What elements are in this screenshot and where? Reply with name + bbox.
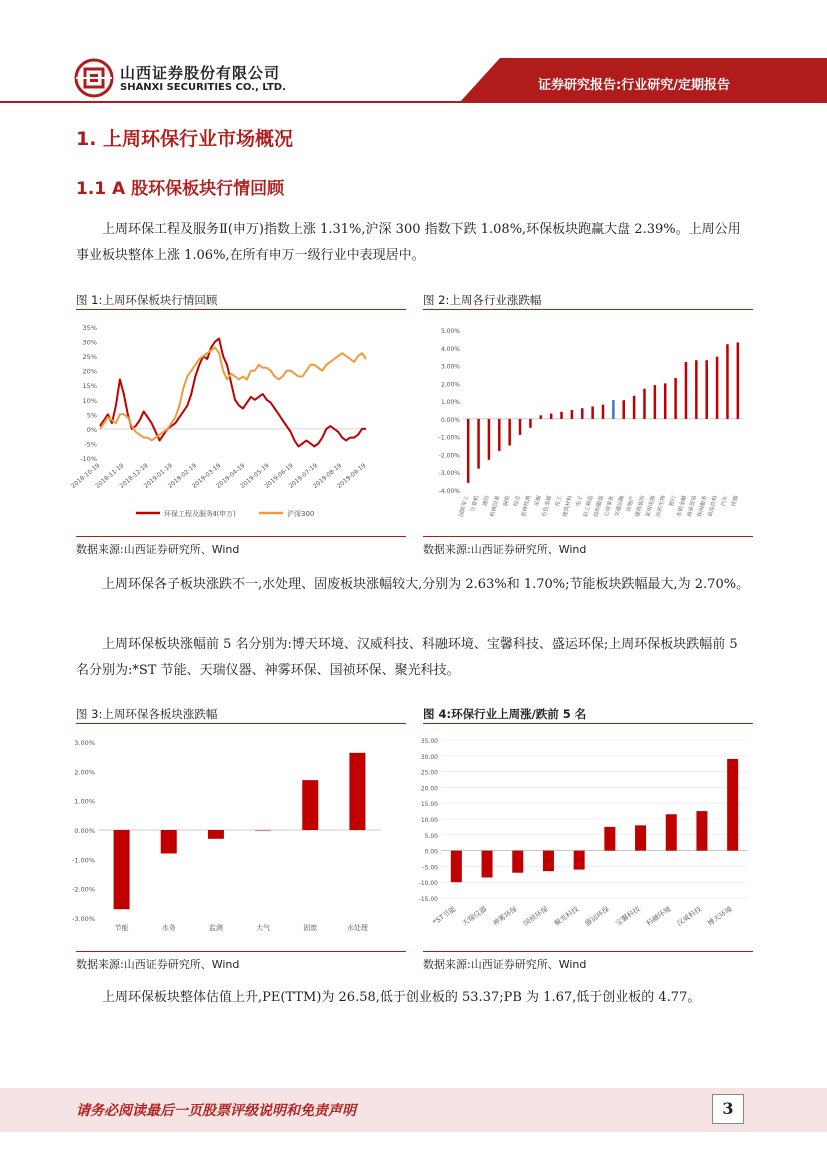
section-1-1-title: 1.1 A 股环保板块行情回顾 <box>76 179 285 199</box>
figure-2-bar-chart <box>423 318 753 528</box>
bar <box>696 811 707 851</box>
bar <box>498 419 501 451</box>
legend-label-2: 沪深300 <box>287 510 315 518</box>
paragraph-3: 上周环保板块涨幅前 5 名分别为:博天环境、汉威科技、科融环境、宝馨科技、盛运环保;上周环保板块跌幅前 5 名分别为:*ST 节能、天瑞仪器、神雾环保、国祯环保、聚光科技。 <box>76 637 738 678</box>
bar <box>114 830 130 909</box>
y-tick-label: -10% <box>80 455 97 463</box>
y-tick-label: 2.00% <box>74 768 95 777</box>
report-type: 证券研究报告:行业研究/定期报告 <box>538 78 730 93</box>
y-tick-label: 3.00% <box>440 363 460 371</box>
figure-3-caption: 图 3:上周环保各板块涨跌幅 <box>76 707 218 721</box>
bar <box>643 389 646 419</box>
y-tick-label: 5.00% <box>440 328 460 335</box>
bar <box>477 419 480 469</box>
x-tick-label: 2018-10-19 <box>70 462 102 490</box>
y-tick-label: 1.00% <box>440 399 460 407</box>
source-rule <box>76 951 406 952</box>
x-tick-label: 家用电器 <box>645 494 657 518</box>
x-tick-label: 科融环境 <box>644 905 673 928</box>
footer-disclaimer: 请务必阅读最后一页股票评级说明和免责声明 <box>76 1103 356 1119</box>
figure-4-source: 数据来源:山西证券研究所、Wind <box>423 958 587 971</box>
figure-3-bar-chart <box>72 730 406 945</box>
x-tick-label: 2019-06-19 <box>263 462 295 490</box>
bar <box>726 344 729 419</box>
x-tick-label: 水处理 <box>346 924 368 932</box>
x-tick-label: 神雾环保 <box>491 905 519 928</box>
y-tick-label: 25% <box>82 353 97 362</box>
x-tick-label: 汉威科技 <box>675 905 704 928</box>
x-tick-label: 聚光科技 <box>552 905 581 928</box>
x-tick-label: 大气 <box>256 924 271 932</box>
legend-label-1: 环保工程及服务Ⅱ(申万) <box>164 510 236 518</box>
y-tick-label: 0.00 <box>424 848 438 856</box>
bar <box>208 830 224 839</box>
x-tick-label: 综合 <box>513 494 522 508</box>
bar <box>604 827 615 851</box>
figure-1-line-chart <box>70 315 404 525</box>
y-tick-label: 1.00% <box>74 797 95 806</box>
bar <box>633 396 636 419</box>
x-tick-label: 2019-05-19 <box>239 462 271 490</box>
y-tick-label: 35.00 <box>420 738 438 745</box>
source-rule <box>423 536 753 537</box>
figure-2-source: 数据来源:山西证券研究所、Wind <box>423 543 587 556</box>
x-tick-label: 汽车 <box>720 494 730 508</box>
y-tick-label: 30.00 <box>420 753 438 761</box>
y-tick-label: -4.00% <box>438 488 460 495</box>
bar <box>716 357 719 419</box>
y-tick-label: -2.00% <box>438 452 460 460</box>
figure-1-source: 数据来源:山西证券研究所、Wind <box>76 543 240 556</box>
company-name-en: SHANXI SECURITIES CO., LTD. <box>120 82 286 93</box>
x-tick-label: 盛运环保 <box>583 905 611 928</box>
source-rule <box>76 536 406 537</box>
bar <box>255 830 271 831</box>
y-tick-label: 2.00% <box>440 381 460 389</box>
x-tick-label: 2019-09-19 <box>336 462 368 490</box>
y-tick-label: 3.00% <box>74 739 95 747</box>
header <box>0 0 827 105</box>
paragraph-1: 上周环保工程及服务Ⅱ(申万)指数上涨 1.31%,沪深 300 指数下跌 1.08%,环保板块跑赢大盘 2.39%。上周公用事业板块整体上涨 1.06%,在所有申万一级行业中表现居中。 <box>76 222 741 263</box>
bar <box>488 419 491 460</box>
bar <box>467 419 470 483</box>
x-tick-label: 2019-04-19 <box>215 462 247 490</box>
x-tick-label: 非银金融 <box>676 494 688 518</box>
bar <box>602 405 605 419</box>
y-tick-label: 35% <box>82 324 97 332</box>
x-tick-label: 固废 <box>303 924 318 932</box>
y-tick-label: 4.00% <box>440 345 460 353</box>
bar <box>482 851 493 878</box>
x-tick-label: 有色金属 <box>541 494 554 518</box>
figure-4-caption: 图 4:环保行业上周涨/跌前 5 名 <box>423 707 587 721</box>
y-tick-label: 10.00 <box>420 817 438 824</box>
x-tick-label: 商业贸易 <box>686 494 699 518</box>
y-tick-label: -10.00 <box>418 880 438 888</box>
y-tick-label: 15.00 <box>420 801 438 809</box>
y-tick-label: -5.00 <box>422 864 438 872</box>
y-tick-label: 5% <box>86 411 97 420</box>
bar <box>519 419 522 435</box>
bar <box>529 419 532 428</box>
x-tick-label: 纺织服装 <box>593 494 605 518</box>
bar <box>727 759 738 851</box>
y-tick-label: 0.00% <box>440 416 460 424</box>
bar <box>543 851 554 872</box>
x-tick-label: 公用事业 <box>603 494 616 518</box>
y-tick-label: -15.00 <box>418 896 438 903</box>
paragraph-2: 上周环保各子板块涨跌不一,水处理、固废板块涨幅较大,分别为 2.63%和 1.70%;节能板块跌幅最大,为 2.70%。 <box>102 577 750 592</box>
x-tick-label: 农林牧渔 <box>520 494 533 518</box>
x-tick-label: 水务 <box>161 924 176 932</box>
bar <box>635 825 646 850</box>
series-line-1 <box>100 339 366 447</box>
x-tick-label: 房地产 <box>625 494 637 513</box>
x-tick-label: 采掘 <box>534 494 543 508</box>
bar <box>695 360 698 419</box>
x-tick-label: 2019-02-19 <box>166 462 199 490</box>
bar <box>591 406 594 418</box>
source-rule <box>423 951 753 952</box>
bar <box>451 851 462 883</box>
x-tick-label: 建筑材料 <box>562 494 574 518</box>
bar <box>550 414 553 419</box>
bar <box>612 400 615 419</box>
bar <box>737 342 740 418</box>
bar <box>705 360 708 419</box>
x-tick-label: 建筑装饰 <box>634 494 647 518</box>
y-tick-label: 20% <box>82 367 97 376</box>
bar <box>581 408 584 419</box>
x-tick-label: 2018-12-19 <box>118 462 150 490</box>
x-tick-label: 银行 <box>668 494 678 508</box>
y-tick-label: -3.00% <box>438 470 460 478</box>
x-tick-label: 博天环境 <box>706 905 734 928</box>
x-tick-label: 医药生物 <box>655 494 668 518</box>
bar <box>674 378 677 419</box>
x-tick-label: 节能 <box>114 924 129 932</box>
bar <box>540 415 543 419</box>
caption-rule <box>423 309 753 310</box>
bar <box>666 814 677 850</box>
bar <box>560 412 563 419</box>
x-tick-label: *ST节能 <box>431 905 458 927</box>
y-tick-label: 20.00 <box>420 785 438 793</box>
x-tick-label: 2019-07-19 <box>287 462 319 490</box>
x-tick-label: 休闲服务 <box>697 494 709 518</box>
bar <box>508 419 511 446</box>
company-name-cn: 山西证券股份有限公司 <box>120 64 281 82</box>
caption-rule <box>423 723 753 724</box>
bar <box>685 362 688 419</box>
y-tick-label: -1.00% <box>438 434 460 442</box>
y-tick-label: 30% <box>82 338 97 347</box>
bar <box>512 851 523 873</box>
x-tick-label: 天瑞仪器 <box>460 905 489 928</box>
x-tick-label: 国防军工 <box>458 494 471 518</box>
x-tick-label: 交通运输 <box>614 494 626 518</box>
x-tick-label: 2019-03-19 <box>190 462 223 490</box>
x-tick-label: 监测 <box>208 924 223 932</box>
x-tick-label: 钢铁 <box>502 494 512 508</box>
bar <box>654 385 657 419</box>
figure-1-caption: 图 1:上周环保板块行情回顾 <box>76 293 218 307</box>
caption-rule <box>76 723 406 724</box>
x-tick-label: 电子 <box>575 494 585 508</box>
y-tick-label: 0.00% <box>74 827 95 835</box>
y-tick-label: -2.00% <box>72 885 95 894</box>
y-tick-label: 10% <box>82 396 97 405</box>
x-tick-label: 通信 <box>482 494 491 508</box>
x-tick-label: 机械设备 <box>489 494 502 518</box>
figure-3-source: 数据来源:山西证券研究所、Wind <box>76 958 240 971</box>
y-tick-label: 25.00 <box>420 769 438 777</box>
bar <box>161 830 177 853</box>
y-tick-label: 5.00 <box>424 832 438 840</box>
x-tick-label: 国祯环保 <box>522 905 550 928</box>
bar <box>664 383 667 419</box>
bar <box>302 780 318 830</box>
x-tick-label: 化工 <box>554 494 564 508</box>
company-logo-icon <box>74 58 114 98</box>
y-tick-label: 0% <box>86 425 97 434</box>
bar <box>349 753 365 830</box>
x-tick-label: 食品饮料 <box>707 494 720 518</box>
figure-4-bar-chart <box>418 730 753 945</box>
x-tick-label: 2019-08-19 <box>311 462 344 490</box>
y-tick-label: 15% <box>82 382 97 391</box>
y-tick-label: -5% <box>84 440 97 449</box>
x-tick-label: 传媒 <box>731 494 740 508</box>
section-1-title: 1. 上周环保行业市场概况 <box>76 128 294 150</box>
x-tick-label: 2018-11-19 <box>94 462 126 490</box>
page-number: 3 <box>712 1094 744 1124</box>
caption-rule <box>76 309 406 310</box>
x-tick-label: 宝馨科技 <box>614 905 642 928</box>
x-tick-label: 计算机 <box>470 494 481 513</box>
figure-2-caption: 图 2:上周各行业涨跌幅 <box>423 293 542 307</box>
y-tick-label: -3.00% <box>72 915 95 923</box>
bar <box>622 400 625 419</box>
x-tick-label: 轻工制造 <box>583 494 595 518</box>
y-tick-label: -1.00% <box>72 856 95 865</box>
bar <box>571 410 574 419</box>
paragraph-4: 上周环保板块整体估值上升,PE(TTM)为 26.58,低于创业板的 53.37;PB 为 1.67,低于创业板的 4.77。 <box>102 990 701 1005</box>
x-tick-label: 2019-01-19 <box>142 462 174 490</box>
bar <box>574 851 585 870</box>
